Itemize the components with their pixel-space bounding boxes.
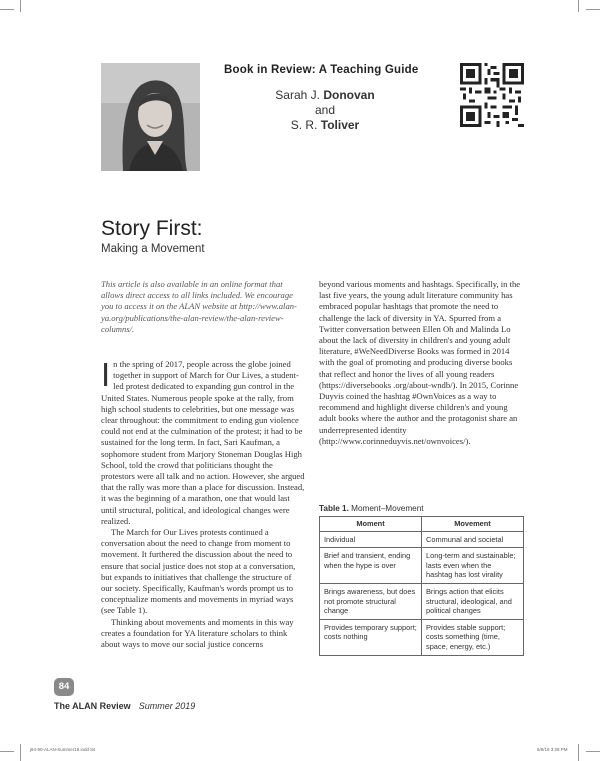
author-first-name: S. R. <box>290 118 318 132</box>
article-title: Story First: <box>101 217 203 240</box>
crop-mark <box>578 0 579 12</box>
column-series-title: Book in Review: A Teaching Guide <box>224 64 419 76</box>
table-header-cell: Movement <box>422 517 524 532</box>
table-cell: Brings awareness, but does not promote structural change <box>320 583 422 619</box>
qr-code-icon <box>460 63 524 127</box>
table-caption-label: Table 1. <box>319 504 349 513</box>
table-cell: Long-term and sustainable; lasts even when the hashtag has lost virality <box>422 548 524 584</box>
table-row <box>320 583 524 619</box>
author-conjunction: and <box>314 103 336 117</box>
table-cell: Communal and societal <box>422 531 524 548</box>
crop-mark <box>586 751 600 752</box>
table-cell: Brief and transient, ending when the hype is over <box>320 548 422 584</box>
crop-mark <box>586 9 600 10</box>
crop-mark <box>20 0 21 12</box>
print-slug-timestamp: 5/8/19 3:28 PM <box>537 747 568 752</box>
online-format-note: This article is also available in an online format that allows direct access to all links included. We encourage you to access it on the ALAN website at http://www.alan-ya.org/publications/the-alan-review/the-alan-review-columns/. <box>101 279 297 334</box>
table-header-row <box>320 517 524 532</box>
crop-mark <box>0 9 14 10</box>
print-slug-filename: j84-90-ALAN-Summer19.indd 84 <box>30 747 96 752</box>
table-row <box>320 548 524 584</box>
author-line-2 <box>240 118 410 133</box>
table-cell: Provides temporary support; costs nothing <box>320 619 422 655</box>
author-last-name: Donovan <box>323 88 375 102</box>
page-number-badge: 84 <box>54 678 74 696</box>
crop-mark <box>20 744 21 761</box>
table-cell: Individual <box>320 531 422 548</box>
table-caption <box>319 504 424 513</box>
paragraph-2: The March for Our Lives protests continued a conversation about the need to change from moment to movement. It furthered the discussion about the need to ensure that social justice does not stop at a conversation, but expands to initiatives that challenge the structure of our society. Specifically, Kaufman's words prompt us to conceptualize moments and movements in myriad ways (see Table 1). <box>101 527 296 616</box>
author-first-name: Sarah J. <box>275 88 320 102</box>
running-footer <box>54 701 195 711</box>
crop-mark <box>578 744 579 761</box>
paragraph-1-text: n the spring of 2017, people across the globe joined together in support of March for Our Lives, a student-led protest dedicated to expanding gun control in the United States. Numerous people spoke at the rally, from high school students to celebrities, but one message was clear throughout: the commitment to ending gun violence could not end at the culmination of the protest; it had to be sustained for the long term. In fact, Sari Kaufman, a sophomore student from Marjory Stoneman Douglas High School, told the crowd that politicians thought the protestors were all talk and no action. However, she argued that the rally was more than a place for discussion. Instead, it was the beginning of a marathon, one that would last until structural, political, and ideological changes were realized. <box>101 359 305 526</box>
drop-cap: I <box>101 356 111 394</box>
table-header-cell: Moment <box>320 517 422 532</box>
crop-mark <box>0 751 14 752</box>
table-cell: Brings action that elicits structural, ideological, and political changes <box>422 583 524 619</box>
paragraph-3: Thinking about movements and moments in this way creates a foundation for YA literature scholars to think about ways to move our social justice concerns <box>101 616 294 650</box>
left-column <box>101 279 305 650</box>
paragraph-4: beyond various moments and hashtags. Specifically, in the last five years, the young adult literature community has embraced popular hashtags that promote the need to challenge the lack of diversity in YA. Spurred from a Twitter conversation between Ellen Oh and Malinda Lo about the lack of diversity in children's and young adult literature, #WeNeedDiverse Books was formed in 2014 with the goal of promoting and producing diverse books that reflect and honor the lives of all young readers (https://diversebooks .org/about-wndb/). In 2015, Corinne Duyvis coined the hashtag #OwnVoices as a way to recommend and highlight diverse children's and young adult books where the author and the protagonist share an underrepresented identity (http://www.corinneduyvis.net/ownvoices/). <box>319 279 521 446</box>
moment-movement-table <box>319 516 524 656</box>
author-line-1 <box>240 88 410 103</box>
issue-label: Summer 2019 <box>138 701 196 711</box>
paragraph-1 <box>101 356 305 527</box>
journal-name: The ALAN Review <box>54 701 131 711</box>
table-row <box>320 619 524 655</box>
article-subtitle: Making a Movement <box>101 243 205 255</box>
table-cell: Provides stable support; costs something (time, space, energy, etc.) <box>422 619 524 655</box>
author-photo <box>101 63 200 171</box>
table-row <box>320 531 524 548</box>
table-caption-text: Moment–Movement <box>351 504 424 513</box>
right-column <box>319 279 524 447</box>
author-last-name: Toliver <box>320 118 360 132</box>
